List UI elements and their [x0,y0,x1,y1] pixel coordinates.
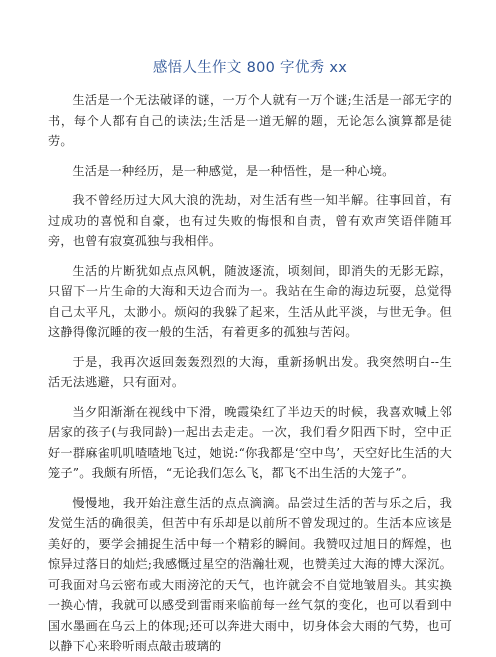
paragraph: 于是，我再次返回轰轰烈烈的大海，重新扬帆出发。我突然明白--生活无法逃避，只有面对。 [48,354,452,389]
paragraph: 生活是一种经历，是一种感觉，是一种悟性，是一种心境。 [72,163,395,178]
paragraph: 我不曾经历过大风大浪的洗劫，对生活有些一知半解。往事回首，有过成功的喜悦和自豪，也有过失败的悔恨和自责，曾有欢声笑语伴随耳旁，也曾有寂寞孤独与我相伴。 [48,193,452,248]
paragraph: 当夕阳渐渐在视线中下滑，晚霞染红了半边天的时候，我喜欢喊上邻居家的孩子(与我同龄)一起出去走走。一次，我们看夕阳西下时，空中正好一群麻雀叽叽喳喳地飞过，她说:“你我都是‘空中鸟’，天空好比生活的大笼子”。我颇有所悟，“无论我们怎么飞，都飞不出生活的大笼子”。 [48,404,452,480]
paragraph: 生活是一个无法破译的谜，一万个人就有一万个谜;生活是一部无字的书，每个人都有自己的读法;生活是一道无解的题，无论怎么演算都是徒劳。 [48,93,452,148]
paragraph: 生活的片断犹如点点风帆，随波逐流，顷刻间，即消失的无影无踪，只留下一片生命的大海和天边合而为一。我站在生命的海边玩耍，总觉得自己太平凡，太渺小。烦闷的我躲了起来，生活从此平淡，与世无争。但这静得像沉睡的夜一般的生活，有着更多的孤独与苦闷。 [48,263,452,339]
paragraph: 慢慢地，我开始注意生活的点点滴滴。品尝过生活的苦与乐之后，我发觉生活的确很美，但苦中有乐却是以前所不曾发现过的。生活本应该是美好的，要学会捕捉生活中每一个精彩的瞬间。我赞叹过旭日的辉煌，也惊异过落日的灿烂;我感慨过星空的浩瀚壮观，也赞美过大海的博大深沉。可我面对乌云密布或大雨滂沱的天气，也许就会不自觉地皱眉头。其实换一换心情，我就可以感受到雷雨来临前每一丝气氛的变化，也可以看到中国水墨画在乌云上的体现;还可以奔进大雨中，切身体会大雨的气势，也可以静下心来聆听雨点敲击玻璃的 [48,495,452,653]
document-title: 感悟人生作文 800 字优秀 xx [152,60,348,76]
